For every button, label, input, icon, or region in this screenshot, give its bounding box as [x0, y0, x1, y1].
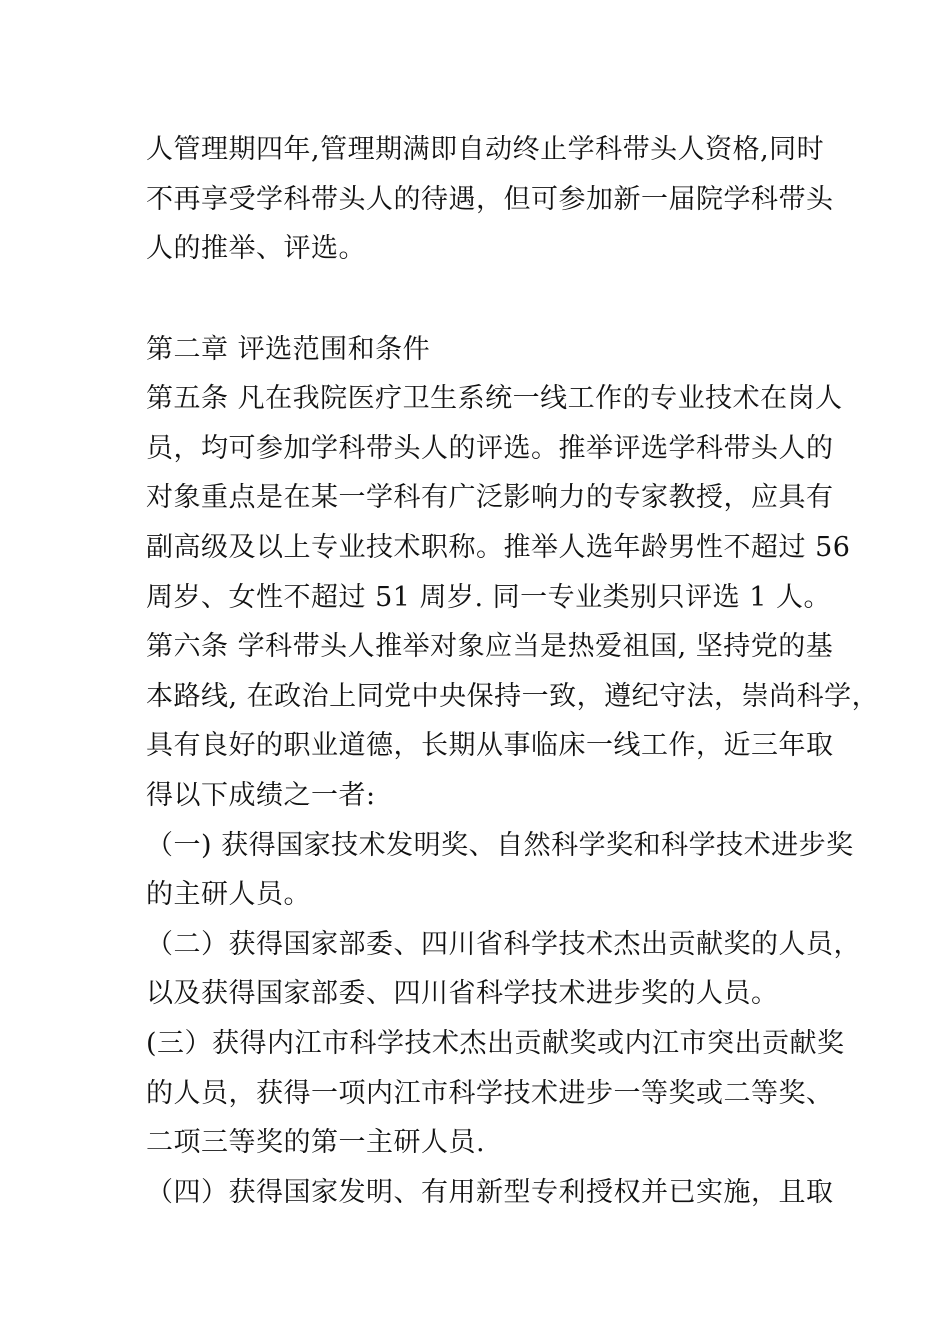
text-line: 员，均可参加学科带头人的评选。推举评选学科带头人的	[146, 433, 834, 464]
text-line: 周岁、女性不超过 51 周岁. 同一专业类别只评选 1 人。	[146, 582, 832, 613]
text-line: 对象重点是在某一学科有广泛影响力的专家教授，应具有	[146, 482, 834, 513]
text-line: 具有良好的职业道德，长期从事临床一线工作，近三年取	[146, 730, 834, 761]
text-line: 得以下成绩之一者:	[146, 780, 376, 811]
chapter-heading: 第二章 评选范围和条件	[146, 334, 431, 365]
text-line: 副高级及以上专业技术职称。推举人选年龄男性不超过 56	[146, 532, 851, 563]
article-line: 第五条 凡在我院医疗卫生系统一线工作的专业技术在岗人	[146, 383, 843, 414]
text-line: 的人员，获得一项内江市科学技术进步一等奖或二等奖、	[146, 1078, 834, 1109]
list-item-line: （四）获得国家发明、有用新型专利授权并已实施，且取	[146, 1177, 834, 1208]
list-item-line: （二）获得国家部委、四川省科学技术杰出贡献奖的人员，	[146, 929, 861, 960]
text-line: 以及获得国家部委、四川省科学技术进步奖的人员。	[146, 978, 779, 1009]
text-line: 的主研人员。	[146, 879, 311, 910]
list-item-line: (三）获得内江市科学技术杰出贡献奖或内江市突出贡献奖	[146, 1028, 845, 1059]
text-line: 本路线, 在政治上同党中央保持一致，遵纪守法，崇尚科学，	[146, 681, 880, 712]
text-line: 人的推举、评选。	[146, 233, 366, 264]
text-line: 不再享受学科带头人的待遇，但可参加新一届院学科带头	[146, 184, 834, 215]
article-line: 第六条 学科带头人推举对象应当是热爱祖国, 坚持党的基	[146, 631, 834, 662]
text-line: 二项三等奖的第一主研人员.	[146, 1127, 486, 1158]
text-line: 人管理期四年,管理期满即自动终止学科带头人资格,同时	[146, 134, 825, 165]
list-item-line: （一) 获得国家技术发明奖、自然科学奖和科学技术进步奖	[146, 830, 854, 861]
